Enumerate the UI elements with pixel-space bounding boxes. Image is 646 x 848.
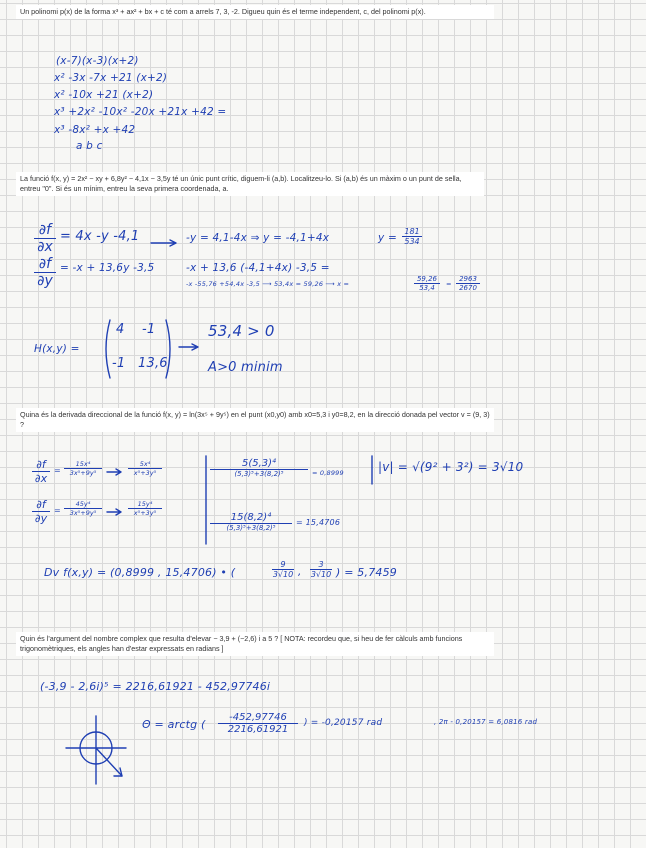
- q3-unit-vector-1: $\frac{9}{3√10}$: [272, 560, 294, 579]
- q3-df-dy: $\frac{\partial f}{\partial y}$: [32, 498, 50, 525]
- arrow-icon: [178, 344, 202, 350]
- question-1-text: Un polinomi p(x) de la forma x³ + ax² + bx + c té com a arrels 7, 3, -2. Digueu quin és el terme independent, c, del polinomi p(x).: [16, 5, 494, 19]
- q4-power: (-3,9 - 2,6i)⁵ = 2216,61921 - 452,97746i: [40, 680, 271, 693]
- q2-y-fraction: $\frac{181}{534}$: [402, 227, 422, 246]
- q3-df-dx: $\frac{\partial f}{\partial x}$: [32, 458, 50, 485]
- q2-y-label: y =: [378, 232, 397, 244]
- q3-eval-fy-result: = 15,4706: [296, 518, 341, 527]
- q3-vector-norm: |v| = √(9² + 3²) = 3√10: [378, 460, 524, 474]
- q3-fy-frac-1: $\frac{\text{45y⁴}}{\text{3x⁵+9y⁵}}$: [64, 500, 102, 517]
- q4-final-answer: , 2π - 0,20157 = 6,0816 rad: [434, 718, 538, 726]
- q4-theta-label: Θ = arctg (: [142, 718, 206, 731]
- q1-work-line-5: x³ -8x² +x +42: [54, 124, 136, 136]
- q2-x-simplified: $\frac{2963}{2670}$: [456, 275, 480, 292]
- q1-work-line-4: x³ +2x² -10x² -20x +21x +42 =: [54, 106, 227, 118]
- hessian-a11: 4: [116, 322, 125, 337]
- arrow-icon: [106, 469, 124, 475]
- q2-x-equals: =: [446, 280, 452, 288]
- q2-x-fraction: $\frac{59,26}{53,4}$: [414, 275, 440, 292]
- q2-step-1: -y = 4,1-4x ⇒ y = -4,1+4x: [186, 232, 330, 244]
- q2-hessian-label: H(x,y) =: [34, 343, 80, 355]
- arrow-icon: [150, 240, 180, 246]
- q3-eval-fx-result: = 0,8999: [312, 469, 344, 477]
- question-2-text: La funció f(x, y) = 2x² − xy + 6,8y² − 4,1x − 3,5y té un únic punt crític, diguem-li (a,b). Localitzeu-lo. Si (a,b) és un màxim o un punt de sella, entreu "0". Si és un mínim, entreu la seva primera coordenada, a.: [16, 172, 484, 196]
- complex-plane-sketch-icon: [60, 712, 132, 788]
- q3-eval-fx: 5(5,3)⁴ (5,3)⁵+3(8,2)⁵: [210, 458, 308, 478]
- q3-eval-fy: 15(8,2)⁴ (5,3)⁵+3(8,2)⁵: [210, 512, 292, 532]
- q3-unit-vector-2: $\frac{3}{3√10}$: [310, 560, 332, 579]
- q2-df-dy: $\frac{\partial f}{\partial y}$: [34, 256, 56, 289]
- q2-df-dx-expr: = 4x -y -4,1: [60, 229, 140, 244]
- q1-work-line-1: (x-7)(x-3)(x+2): [56, 55, 139, 67]
- q4-theta-result: ) = -0,20157 rad: [304, 718, 383, 728]
- q4-theta-fraction: $\frac{-452,97746}{2216,61921}$: [218, 712, 298, 735]
- q2-result-2: A>0 minim: [208, 360, 283, 375]
- divider-line: [370, 456, 374, 486]
- hessian-a22: 13,6: [138, 356, 168, 371]
- q3-comma: ,: [298, 566, 302, 578]
- hessian-a21: -1: [112, 356, 126, 371]
- hessian-a12: -1: [142, 322, 156, 337]
- q2-step-3: -x -55,76 +54,4x -3,5 ⟶ 53,4x = 59,26 ⟶ x =: [186, 280, 350, 288]
- divider-line: [204, 456, 208, 546]
- q3-fx-frac-2: $\frac{\text{5x⁴}}{\text{x⁵+3y⁵}}$: [128, 460, 162, 477]
- q3-fy-eq: =: [54, 506, 61, 515]
- q3-directional-derivative-b: ) = 5,7459: [336, 566, 397, 579]
- q2-result-1: 53,4 > 0: [208, 322, 275, 340]
- arrow-icon: [106, 509, 124, 515]
- q1-coefficient-labels: a b c: [76, 140, 103, 152]
- q3-fx-eq: =: [54, 466, 61, 475]
- q1-work-line-2: x² -3x -7x +21 (x+2): [54, 72, 168, 84]
- q2-step-2: -x + 13,6 (-4,1+4x) -3,5 =: [186, 262, 330, 274]
- q3-fy-frac-2: $\frac{\text{15y⁴}}{\text{x⁵+3y⁵}}$: [128, 500, 162, 517]
- question-3-text: Quina és la derivada direccional de la funció f(x, y) = ln(3x⁵ + 9y⁵) en el punt (x0,y0) amb x0=5,3 i y0=8,2, en la direcció donada pel vector v = (9, 3) ?: [16, 408, 494, 432]
- q2-df-dx: $\frac{\partial f}{\partial x}$: [34, 222, 56, 255]
- question-4-text: Quin és l'argument del nombre complex que resulta d'elevar − 3,9 + (−2,6) i a 5 ? [ NOTA: recordeu que, si heu de fer càlculs amb funcions trigonomètriques, els angles han d'estar expressats en radians ]: [16, 632, 494, 656]
- q3-directional-derivative-a: Dv f(x,y) = (0,8999 , 15,4706) • (: [44, 566, 236, 579]
- q3-fx-frac-1: $\frac{\text{15x⁴}}{\text{3x⁵+9y⁵}}$: [64, 460, 102, 477]
- q1-work-line-3: x² -10x +21 (x+2): [54, 89, 154, 101]
- q2-df-dy-expr: = -x + 13,6y -3,5: [60, 262, 155, 274]
